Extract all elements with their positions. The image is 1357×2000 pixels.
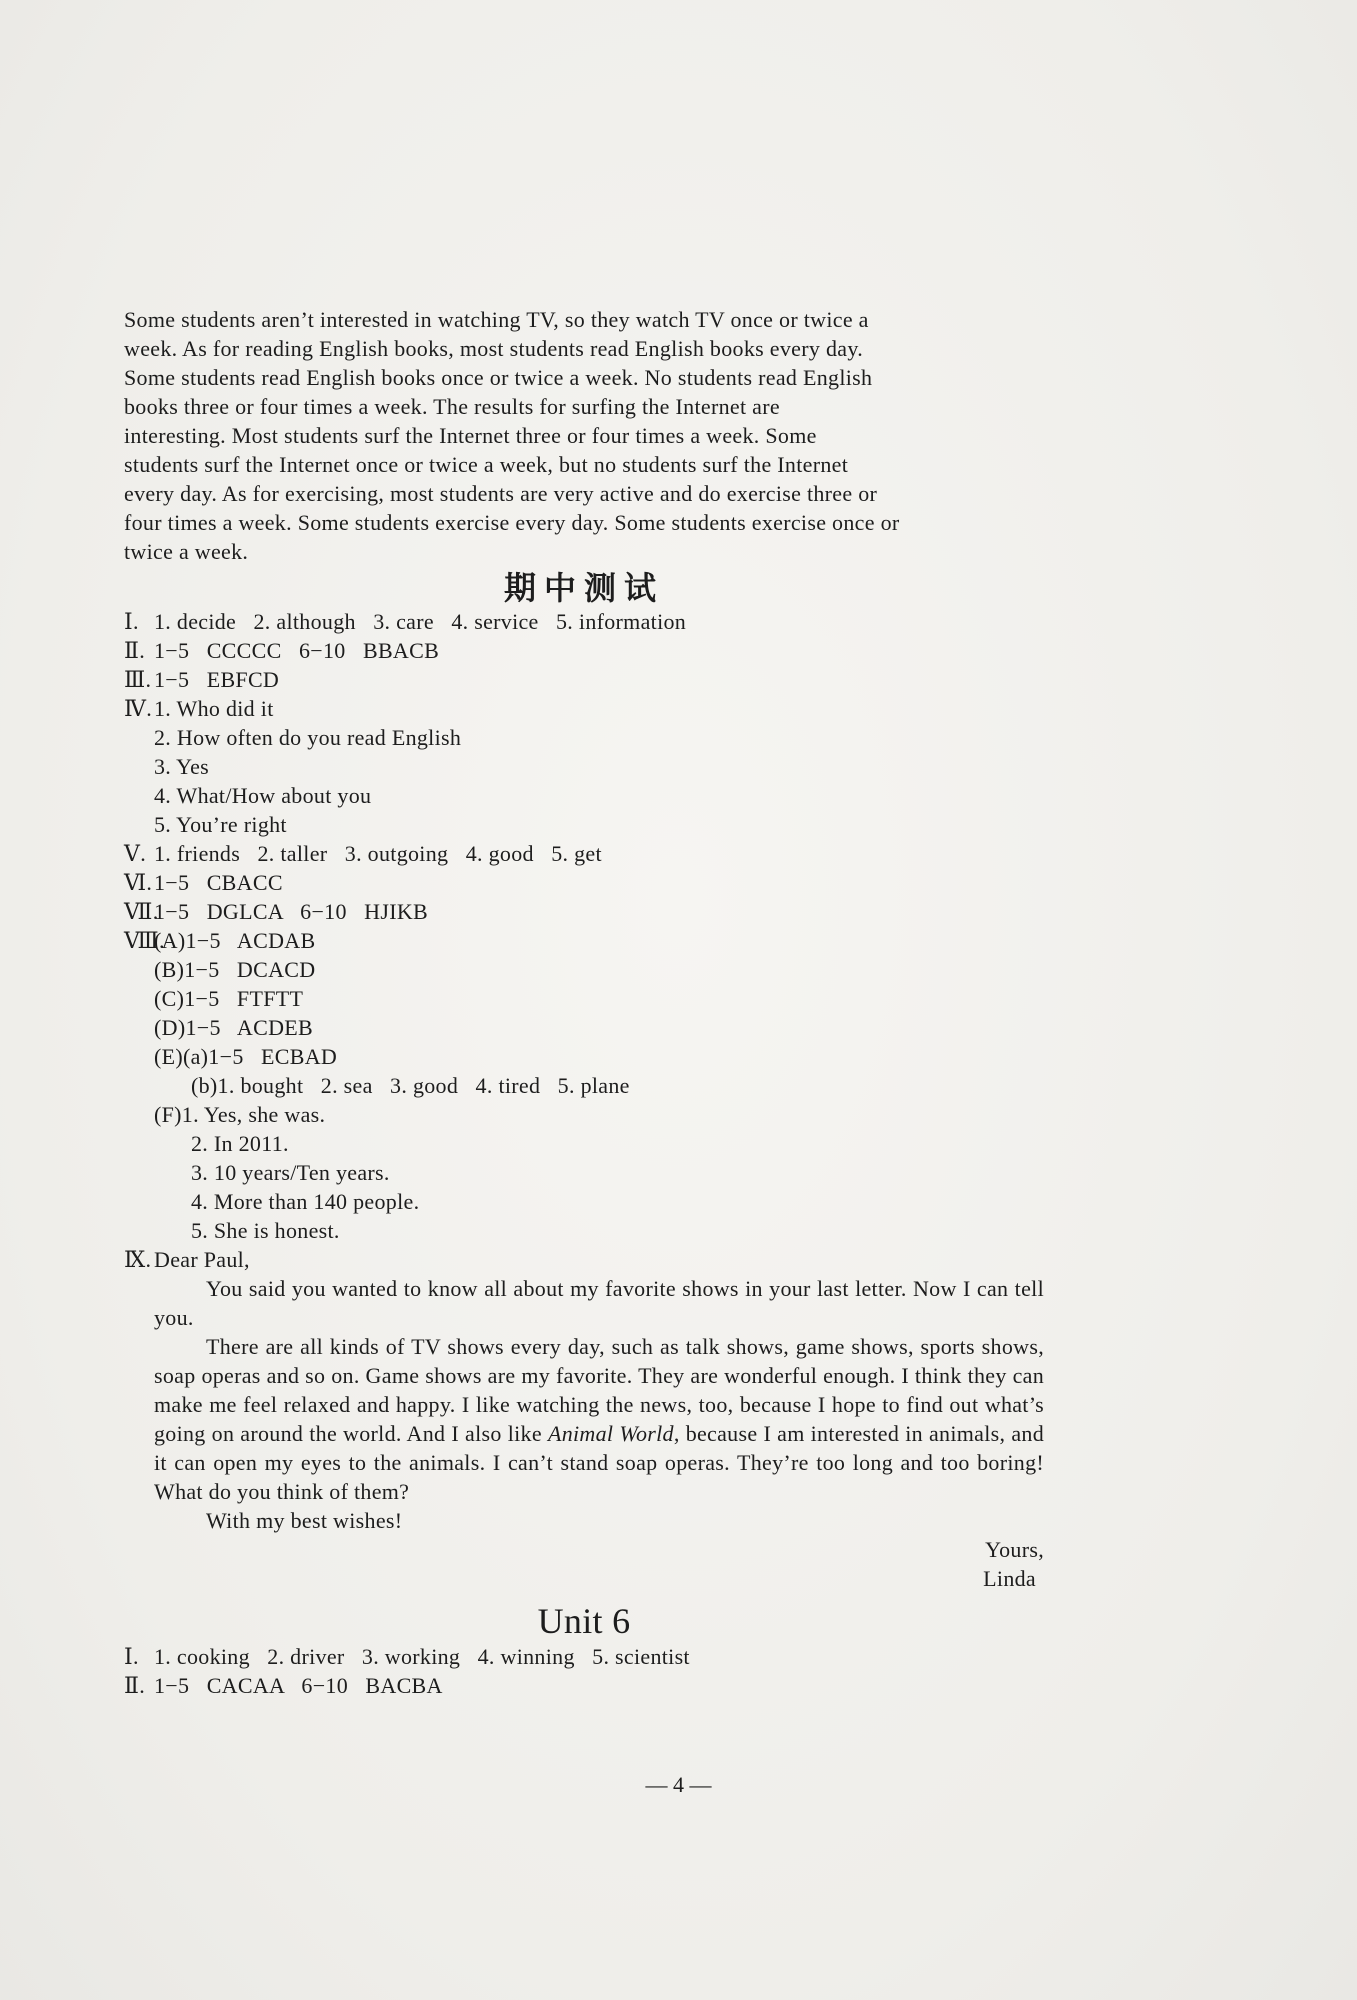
section-6 [124, 868, 1044, 897]
section-answers: 1−5 CCCCC 6−10 BBACB [154, 638, 440, 663]
text-line: Some students aren’t interested in watching TV, so they watch TV once or twice a [124, 307, 869, 332]
section-number: Ⅰ. [124, 609, 139, 634]
section-4-item [124, 810, 1044, 839]
letter-sign-off: Yours, [985, 1537, 1044, 1562]
section-number: Ⅲ. [124, 667, 152, 692]
section-4-item [124, 752, 1044, 781]
section-answer-item: 2. How often do you read English [154, 725, 462, 750]
text-line: interesting. Most students surf the Internet three or four times a week. Some [124, 423, 817, 448]
text-line: week. As for reading English books, most students read English books every day. [124, 336, 863, 361]
letter-closing: With my best wishes! [206, 1508, 403, 1533]
text-line: students surf the Internet once or twice a week, but no students surf the Internet [124, 452, 849, 477]
show-title: Animal World [547, 1421, 674, 1446]
text-line: twice a week. [124, 539, 249, 564]
page-number: — 4 — [645, 1772, 712, 1797]
section-answer-item: 3. 10 years/Ten years. [191, 1160, 390, 1185]
section-answer-item: 5. You’re right [154, 812, 287, 837]
section-answers: (b)1. bought 2. sea 3. good 4. tired 5. plane [191, 1073, 630, 1098]
midterm-title: 期中测试 [503, 569, 664, 607]
section-number: Ⅷ. [124, 928, 165, 953]
section-8-f-item [124, 1216, 1044, 1245]
section-answer-item: 5. She is honest. [191, 1218, 340, 1243]
section-answers: 1. friends 2. taller 3. outgoing 4. good 5. get [154, 841, 602, 866]
section-8-eb [124, 1071, 1044, 1100]
section-3 [124, 665, 1044, 694]
section-answers: 1−5 CBACC [154, 870, 283, 895]
section-answers: (D)1−5 ACDEB [154, 1015, 313, 1040]
section-number: Ⅱ. [124, 638, 146, 663]
section-8-f [124, 1100, 1044, 1129]
section-answers: 1−5 CACAA 6−10 BACBA [154, 1673, 443, 1698]
section-8 [124, 926, 1044, 955]
answer-key-content [124, 305, 1044, 1700]
section-number: Ⅵ. [124, 870, 153, 895]
letter-paragraph: You said you wanted to know all about my favorite shows in your last letter. Now I can tell you. [154, 1276, 1044, 1330]
section-4-item [124, 781, 1044, 810]
section-answers: (F)1. Yes, she was. [154, 1102, 326, 1127]
section-8-line [124, 955, 1044, 984]
section-answers: 1. cooking 2. driver 3. working 4. winning 5. scientist [154, 1644, 690, 1669]
section-answers: (E)(a)1−5 ECBAD [154, 1044, 338, 1069]
section-number: Ⅰ. [124, 1644, 139, 1669]
letter-greeting: Dear Paul, [154, 1247, 250, 1272]
section-number: Ⅱ. [124, 1673, 146, 1698]
letter-signature: Linda [983, 1566, 1036, 1591]
section-answer-item: 4. More than 140 people. [191, 1189, 420, 1214]
letter-body [124, 1274, 1044, 1593]
section-answers: 1−5 DGLCA 6−10 HJIKB [154, 899, 429, 924]
section-8-f-item [124, 1158, 1044, 1187]
letter-paragraph [154, 1332, 1044, 1506]
section-7 [124, 897, 1044, 926]
text-line: every day. As for exercising, most students are very active and do exercise three or [124, 481, 878, 506]
unit6-section-2 [124, 1671, 1044, 1700]
letter-text: There are all kinds of TV shows every day, such as talk shows, game shows, sports shows, soap operas and so on. Game shows are my favorite. They are wonderful enough. I think they can make me feel relaxed and happy. I like watching the news, too, because I hope to find out what’s going on around the world. And I also like [154, 1334, 1044, 1446]
section-1 [124, 607, 1044, 636]
section-number: Ⅸ. [124, 1247, 152, 1272]
unit6-section-1 [124, 1642, 1044, 1671]
section-answers: (B)1−5 DCACD [154, 957, 316, 982]
section-answer-item: 3. Yes [154, 754, 209, 779]
letter-text: , because I am interested in animals, and it can open my eyes to the animals. I can’t stand soap operas. They’re too long and too boring! What do you think of them? [154, 1421, 1045, 1504]
section-answers: (A)1−5 ACDAB [154, 928, 316, 953]
section-answers: (C)1−5 FTFTT [154, 986, 304, 1011]
section-2 [124, 636, 1044, 665]
section-answers: 1−5 EBFCD [154, 667, 280, 692]
intro-paragraph [124, 305, 1044, 566]
section-4-item [124, 723, 1044, 752]
unit-title: Unit 6 [537, 1601, 631, 1641]
section-number: Ⅳ. [124, 696, 153, 721]
section-8-line [124, 1042, 1044, 1071]
section-answer-item: 1. Who did it [154, 696, 274, 721]
text-line: Some students read English books once or twice a week. No students read English [124, 365, 873, 390]
section-9 [124, 1245, 1044, 1274]
text-line: books three or four times a week. The results for surfing the Internet are [124, 394, 780, 419]
section-8-line [124, 984, 1044, 1013]
section-answer-item: 2. In 2011. [191, 1131, 289, 1156]
section-8-f-item [124, 1129, 1044, 1158]
section-number: Ⅶ. [124, 899, 159, 924]
section-4 [124, 694, 1044, 723]
section-answers: 1. decide 2. although 3. care 4. service 5. information [154, 609, 687, 634]
section-number: Ⅴ. [124, 841, 146, 866]
section-answer-item: 4. What/How about you [154, 783, 372, 808]
section-8-f-item [124, 1187, 1044, 1216]
text-line: four times a week. Some students exercise every day. Some students exercise once or [124, 510, 900, 535]
section-8-line [124, 1013, 1044, 1042]
section-5 [124, 839, 1044, 868]
